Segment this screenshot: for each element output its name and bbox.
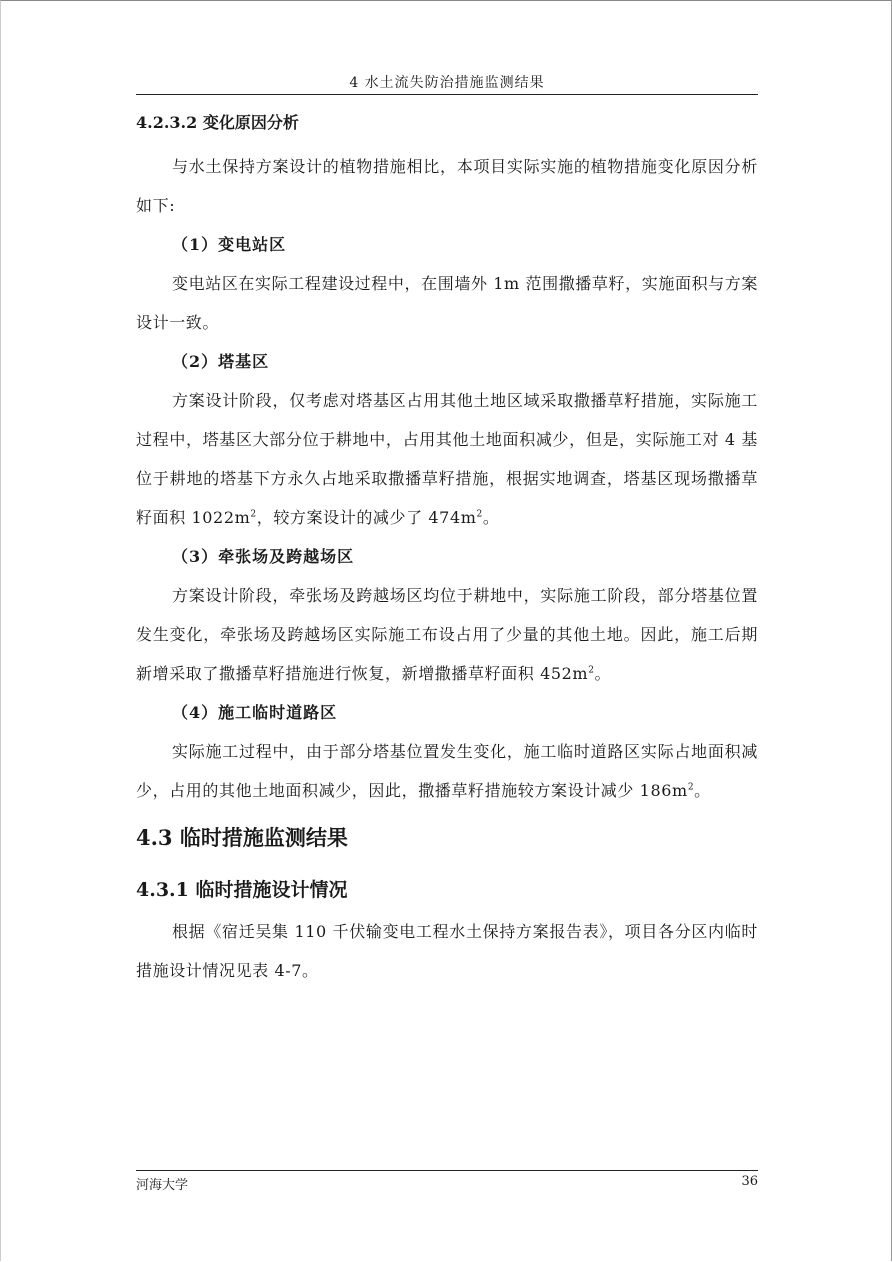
item-title-tension-field: （3）牵张场及跨越场区 — [172, 547, 355, 566]
section-heading-4-3: 4.3 临时措施监测结果 — [136, 825, 348, 850]
section-heading-4-3-1: 4.3.1 临时措施设计情况 — [136, 879, 348, 901]
section-heading-4-2-3-2: 4.2.3.2 变化原因分析 — [136, 113, 299, 132]
item-text-substation: 变电站区在实际工程建设过程中，在围墙外 1m 范围撒播草籽，实施面积与方案设计一致。 — [136, 274, 758, 332]
page-number: 36 — [741, 1174, 758, 1189]
item-title-temp-road: （4）施工临时道路区 — [172, 703, 338, 722]
item-text-temp-road: 实际施工过程中，由于部分塔基位置发生变化，施工临时道路区实际占地面积减少，占用的其他土地面积减少，因此，撒播草籽措施较方案设计减少 $186m^2$。 — [136, 742, 758, 800]
item-text-tension-field: 方案设计阶段，牵张场及跨越场区均位于耕地中，实际施工阶段，部分塔基位置发生变化，牵张场及跨越场区实际施工布设占用了少量的其他土地。因此，施工后期新增采取了撒播草籽措施进行恢复，新增撒播草籽面积 $452m^2$。 — [136, 586, 758, 683]
header-rule — [136, 94, 758, 95]
item-title-tower-base: （2）塔基区 — [172, 352, 270, 371]
item-title-substation: （1）变电站区 — [172, 235, 287, 254]
running-header: 4 水土流失防治措施监测结果 — [349, 75, 545, 91]
footer-institution: 河海大学 — [136, 1178, 189, 1193]
item-text-tower-base: 方案设计阶段，仅考虑对塔基区占用其他土地区域采取撒播草籽措施，实际施工过程中，塔基区大部分位于耕地中，占用其他土地面积减少，但是，实际施工对 4 基位于耕地的塔基下方永久占地采取撒播草籽措施，根据实地调查，塔基区现场撒播草籽面积 $1022m^2$，较方案设计的减少了 $474m^2$。 — [136, 391, 758, 527]
intro-paragraph: 与水土保持方案设计的植物措施相比，本项目实际实施的植物措施变化原因分析如下: — [136, 157, 758, 215]
page-content — [136, 105, 758, 990]
footer-rule — [136, 1170, 758, 1171]
section-4-3-1-text: 根据《宿迁吴集 110 千伏输变电工程水土保持方案报告表》，项目各分区内临时措施设计情况见表 4-7。 — [136, 922, 758, 980]
